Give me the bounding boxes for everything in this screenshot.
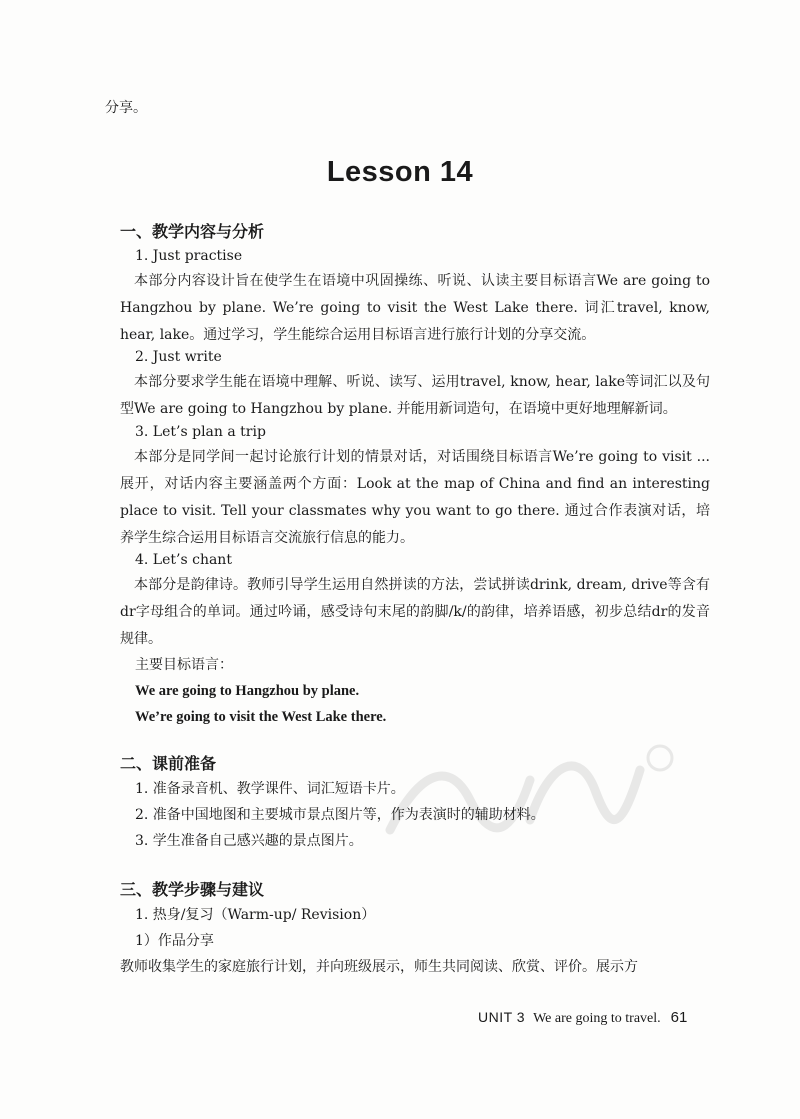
page-footer [478, 1006, 687, 1030]
section-heading-preparation: 二、课前准备 [120, 754, 217, 773]
part-label-just-write: 2. Just write [135, 349, 222, 365]
part-text-lets-chant: 本部分是韵律诗。教师引导学生运用自然拼读的方法，尝试拼读drink, dream, drive等含有dr字母组合的单词。通过吟诵，感受诗句末尾的韵脚/k/的韵律，培养语感，初步总结dr的发音规律。 [120, 577, 710, 647]
part-text-just-practise: 本部分内容设计旨在使学生在语境中巩固操练、听说、认读主要目标语言We are going to Hangzhou by plane. We’re going to visit the West Lake there. 词汇travel, know, hear, lake。通过学习，学生能综合运用目标语言进行旅行计划的分享交流。 [120, 273, 710, 343]
target-language-line: We are going to Hangzhou by plane. [135, 683, 360, 699]
publisher-watermark [380, 740, 680, 850]
footer-unit: UNIT 3 [478, 1009, 526, 1025]
part-label-plan-a-trip: 3. Let’s plan a trip [135, 424, 266, 440]
preparation-item: 1. 准备录音机、教学课件、词汇短语卡片。 [135, 781, 405, 797]
target-language-line: We’re going to visit the West Lake there. [135, 709, 387, 725]
preparation-item: 2. 准备中国地图和主要城市景点图片等，作为表演时的辅助材料。 [135, 807, 545, 823]
page-number: 61 [670, 1009, 688, 1026]
preparation-item: 3. 学生准备自己感兴趣的景点图片。 [135, 833, 363, 849]
teaching-substep-label: 1）作品分享 [135, 933, 214, 949]
section-heading-content-analysis: 一、教学内容与分析 [120, 222, 265, 241]
teaching-step-label: 1. 热身/复习（Warm-up/ Revision） [135, 907, 376, 923]
teaching-step-text: 教师收集学生的家庭旅行计划，并向班级展示，师生共同阅读、欣赏、评价。展示方 [120, 959, 638, 975]
target-language-label: 主要目标语言： [135, 657, 233, 673]
carry-over-text: 分享。 [105, 100, 147, 116]
footer-unit-title: We are going to travel. [533, 1011, 661, 1026]
lesson-title: Lesson 14 [326, 156, 474, 188]
part-label-lets-chant: 4. Let’s chant [135, 552, 232, 568]
part-text-plan-a-trip: 本部分是同学间一起讨论旅行计划的情景对话，对话围绕目标语言We’re going to visit ... 展开，对话内容主要涵盖两个方面：Look at the map of China and find an interesting place to visit. Tell your classmates why you want to go there. 通过合作表演对话，培养学生综合运用目标语言交流旅行信息的能力。 [120, 449, 710, 546]
part-label-just-practise: 1. Just practise [135, 248, 243, 264]
part-text-just-write: 本部分要求学生能在语境中理解、听说、读写、运用travel, know, hear, lake等词汇以及句型We are going to Hangzhou by plane. 并能用新词造句，在语境中更好地理解新词。 [120, 374, 710, 417]
section-heading-teaching-steps: 三、教学步骤与建议 [120, 880, 265, 899]
